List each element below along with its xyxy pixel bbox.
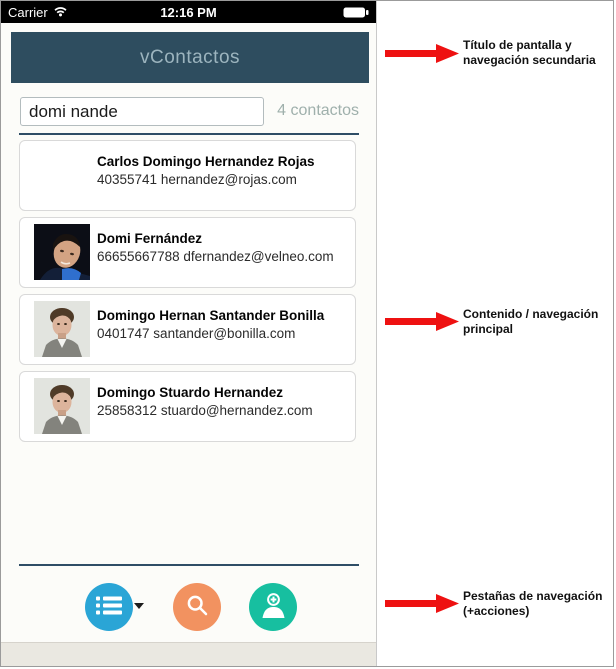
contact-details: 0401747 santander@bonilla.com (97, 326, 296, 341)
contact-name: Carlos Domingo Hernandez Rojas (97, 154, 315, 169)
search-icon (186, 594, 209, 620)
dropdown-caret-icon[interactable] (134, 603, 144, 609)
contact-details: 66655667788 dfernandez@velneo.com (97, 249, 334, 264)
contact-name: Domingo Stuardo Hernandez (97, 385, 284, 400)
clock: 12:16 PM (160, 4, 217, 20)
contact-photo (34, 301, 90, 357)
carrier-label: Carrier (8, 4, 48, 20)
contact-count-label: 4 contactos (277, 102, 359, 119)
red-arrow-icon (385, 593, 459, 614)
contact-card[interactable] (19, 371, 356, 442)
list-icon (96, 595, 122, 619)
search-button[interactable] (173, 583, 221, 631)
contact-card[interactable] (19, 140, 356, 211)
annotation-label: Pestañas de navegación (+acciones) (463, 589, 603, 618)
contact-details: 25858312 stuardo@hernandez.com (97, 403, 313, 418)
contact-card[interactable] (19, 294, 356, 365)
contact-card[interactable] (19, 217, 356, 288)
contact-photo (34, 224, 90, 280)
navigation-bar (11, 32, 369, 83)
add-contact-button[interactable] (249, 583, 297, 631)
annotation-panel (378, 1, 614, 667)
wifi-icon (53, 5, 68, 20)
annotation-label: Título de pantalla y navegación secundaria (463, 38, 596, 67)
top-divider (19, 133, 359, 135)
list-view-button[interactable] (85, 583, 133, 631)
red-arrow-icon (385, 43, 459, 64)
page-title: vContactos (139, 46, 241, 68)
phone-screen (1, 1, 377, 667)
contact-details: 40355741 hernandez@rojas.com (97, 172, 297, 187)
bottom-strip (1, 642, 376, 667)
bottom-divider (19, 564, 359, 566)
add-person-icon (260, 592, 287, 622)
red-arrow-icon (385, 311, 459, 332)
contact-name: Domingo Hernan Santander Bonilla (97, 308, 325, 323)
status-bar (1, 1, 376, 23)
contact-photo (34, 378, 90, 434)
battery-icon (343, 7, 369, 18)
annotation-label: Contenido / navegación principal (463, 307, 599, 336)
contact-name: Domi Fernández (97, 231, 203, 246)
